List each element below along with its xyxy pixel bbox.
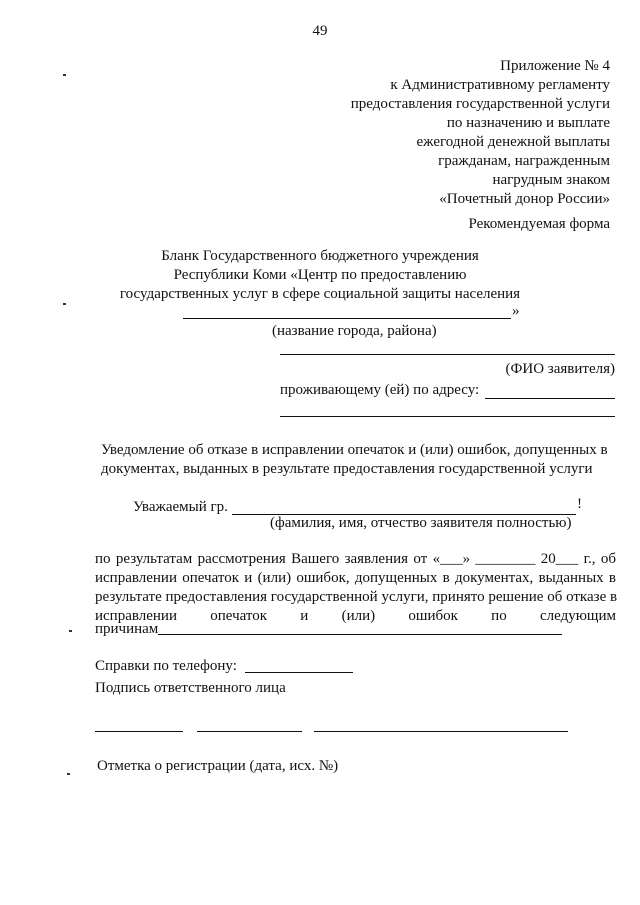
institution-line: государственных услуг в сфере социальной защиты населения	[119, 286, 521, 302]
page-number: 49	[312, 23, 328, 39]
signature-blank-2	[197, 731, 302, 732]
scan-speck	[69, 630, 72, 632]
scan-speck	[63, 74, 66, 76]
address-blank-line	[485, 398, 615, 399]
appendix-line: по назначению и выплате	[446, 115, 610, 131]
quote-close: »	[512, 303, 520, 319]
phone-label: Справки по телефону:	[95, 658, 237, 674]
scan-speck	[63, 303, 66, 305]
institution-blank-line	[183, 318, 511, 319]
institution-line: Бланк Государственного бюджетного учреждения	[161, 248, 479, 264]
signature-label: Подпись ответственного лица	[95, 680, 286, 696]
salutation-label: Уважаемый гр.	[133, 499, 228, 515]
signature-blank-3	[314, 731, 568, 732]
appendix-line: гражданам, награжденным	[438, 153, 610, 169]
reasons-blank-line	[158, 634, 562, 635]
body-line: исправлении опечаток и (или) ошибок, допущенных в документах, выданных в	[95, 570, 616, 586]
address-blank-line-2	[280, 416, 615, 417]
city-caption: (название города, района)	[272, 323, 437, 339]
appendix-line: ежегодной денежной выплаты	[416, 134, 610, 150]
scan-speck	[67, 773, 70, 775]
fio-caption: (ФИО заявителя)	[505, 361, 615, 377]
appendix-line: к Административному регламенту	[390, 77, 610, 93]
body-line: результате предоставления государственной услуги, принято решение об отказе в	[95, 589, 618, 605]
body-line: по результатам рассмотрения Вашего заявления от «___» ________ 20___ г., об	[95, 551, 616, 567]
fio-blank-line	[280, 354, 615, 355]
signature-blank-1	[95, 731, 183, 732]
salutation-exclamation: !	[577, 496, 582, 512]
address-label: проживающему (ей) по адресу:	[280, 382, 480, 398]
appendix-line: предоставления государственной услуги	[350, 96, 610, 112]
body-line: исправлении опечаток и (или) ошибок по следующим	[95, 608, 616, 624]
notice-title-line: документах, выданных в результате предоставления государственной услуги	[101, 461, 593, 477]
registration-label: Отметка о регистрации (дата, исх. №)	[97, 758, 339, 774]
salutation-caption: (фамилия, имя, отчество заявителя полностью)	[270, 515, 572, 531]
appendix-line: «Почетный донор России»	[439, 191, 610, 207]
appendix-line: нагрудным знаком	[492, 172, 610, 188]
recommended-form-label: Рекомендуемая форма	[468, 216, 610, 232]
appendix-line: Приложение № 4	[500, 58, 610, 74]
institution-line: Республики Коми «Центр по предоставлению	[173, 267, 467, 283]
notice-title-line: Уведомление об отказе в исправлении опечаток и (или) ошибок, допущенных в	[101, 442, 608, 458]
phone-blank-line	[245, 672, 353, 673]
body-reasons-label: причинам	[95, 621, 159, 637]
